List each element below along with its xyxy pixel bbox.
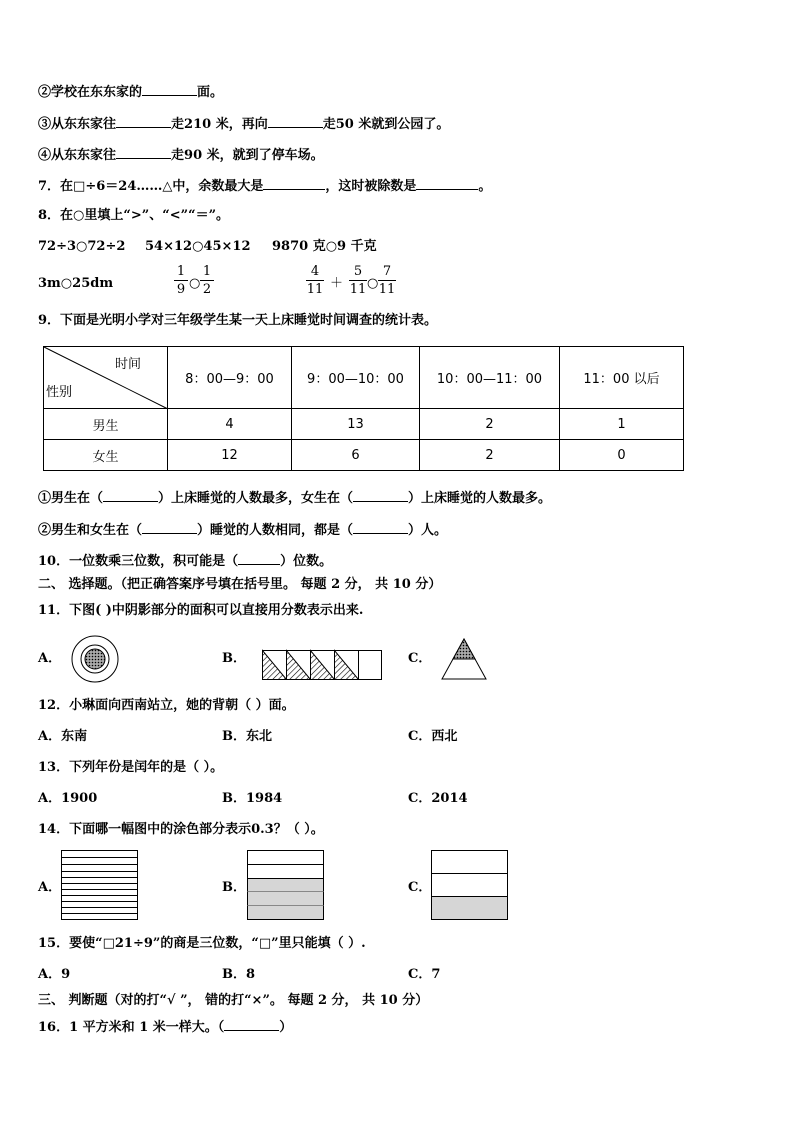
- answer-blank[interactable]: [116, 114, 171, 128]
- fraction: [378, 264, 396, 297]
- q6-3-num: ③: [38, 117, 52, 132]
- q9-text: 下面是光明小学对三年级学生某一天上床睡觉时间调查的统计表。: [60, 313, 438, 328]
- q12: [38, 697, 295, 715]
- answer-blank[interactable]: [353, 488, 408, 502]
- option-b[interactable]: B．: [222, 880, 246, 895]
- q11-text: 下图( )中阴影部分的面积可以直接用分数表示出来.: [69, 603, 364, 618]
- fraction-numerator: 1: [202, 264, 212, 279]
- q8-item[interactable]: 54×12○45×12: [145, 239, 251, 254]
- q6-2-text: 学校在东东家的: [51, 85, 143, 100]
- q6-3: [38, 114, 449, 134]
- q16-num: 16．: [38, 1020, 70, 1035]
- q14-text: 下面哪一幅图中的涂色部分表示0.3？（ ）。: [69, 822, 324, 837]
- q8-item[interactable]: 9870 克○9 千克: [272, 239, 377, 254]
- q9-sub1-text: 男生在（: [51, 491, 104, 506]
- q9-sub1-num: ①: [38, 491, 52, 506]
- q6-3-text: 走: [322, 117, 336, 132]
- table-header: 11：00 以后: [560, 347, 684, 409]
- table-row: [44, 440, 684, 471]
- triangle-figure: [441, 638, 487, 680]
- option-b[interactable]: B．: [222, 651, 246, 666]
- compare-circle[interactable]: ○: [189, 276, 201, 291]
- q9-num: 9．: [38, 313, 61, 328]
- q6-2-num: ②: [38, 85, 52, 100]
- option-a[interactable]: A．9: [38, 967, 71, 982]
- plus-sign: ＋: [330, 276, 344, 291]
- fraction-denominator: 9: [176, 282, 186, 297]
- table-header: 8：00—9：00: [168, 347, 292, 409]
- q13: [38, 759, 223, 777]
- table-cell: 13: [292, 409, 420, 440]
- table-cell: 2: [420, 409, 560, 440]
- q13-num: 13．: [38, 760, 70, 775]
- option-b[interactable]: B．东北: [222, 729, 272, 744]
- option-a[interactable]: A．1900: [38, 791, 98, 806]
- fraction-denominator: 2: [202, 282, 212, 297]
- q12-text: 小琳面向西南站立，她的背朝（ ）面。: [69, 698, 295, 713]
- q6-3-text: 米，再向: [211, 117, 268, 132]
- option-a[interactable]: A．: [38, 651, 62, 666]
- q6-3-value: 210: [184, 117, 212, 132]
- answer-blank[interactable]: [263, 176, 325, 190]
- q11-num: 11．: [38, 603, 70, 618]
- q16-text: ）: [279, 1020, 293, 1035]
- q7-text: 。: [478, 179, 492, 194]
- thirds-rectangle-figure: [431, 850, 509, 922]
- q11: [38, 602, 363, 620]
- q7-text: ，这时被除数是: [325, 179, 417, 194]
- option-c[interactable]: C．: [408, 880, 432, 895]
- q6-4-value: 90: [184, 148, 203, 163]
- q6-4-text: 米，就到了停车场。: [202, 148, 324, 163]
- option-b[interactable]: B．1984: [222, 791, 283, 806]
- table-corner-cell: [44, 347, 168, 409]
- answer-blank[interactable]: [416, 176, 478, 190]
- q10-num: 10．: [38, 554, 70, 569]
- q8-item[interactable]: 3m○25dm: [38, 276, 114, 291]
- q16-text: 1 平方米和 1 米一样大。（: [69, 1020, 225, 1035]
- q6-3-value: 50: [335, 117, 354, 132]
- compare-circle[interactable]: ○: [367, 276, 379, 291]
- q8-num: 8．: [38, 208, 61, 223]
- fraction: [306, 264, 324, 297]
- q9-sub2-num: ②: [38, 523, 52, 538]
- q14: [38, 821, 324, 839]
- fraction-numerator: 5: [353, 264, 363, 279]
- option-a[interactable]: A．: [38, 880, 62, 895]
- fraction-numerator: 7: [382, 264, 392, 279]
- option-c[interactable]: C．7: [408, 967, 441, 982]
- q15: [38, 935, 366, 953]
- q9-sub1: [38, 488, 551, 508]
- option-c[interactable]: C．西北: [408, 729, 458, 744]
- q9-sub1-text: ）上床睡觉的人数最多。: [408, 491, 552, 506]
- corner-label-time: 时间: [114, 357, 141, 372]
- q14-num: 14．: [38, 822, 70, 837]
- option-c[interactable]: C．2014: [408, 791, 468, 806]
- shaded-squares-figure: [262, 650, 382, 682]
- fraction: [200, 264, 214, 297]
- q6-3-text: 从东东家往: [51, 117, 117, 132]
- q9-sub2: [38, 520, 447, 540]
- q7-text: 在□÷6＝24……△中，余数最大是: [60, 179, 264, 194]
- row-label: 女生: [44, 440, 168, 471]
- q8: [38, 207, 229, 225]
- q6-3-text: 走: [171, 117, 185, 132]
- striped-rectangle-figure: [61, 850, 139, 922]
- q15-text: 要使“□21÷9”的商是三位数，“□”里只能填（ ）.: [69, 936, 366, 951]
- q9-sub2-text: ）睡觉的人数相同，都是（: [197, 523, 354, 538]
- q7-num: 7．: [38, 179, 61, 194]
- table-cell: 0: [560, 440, 684, 471]
- q16: [38, 1017, 292, 1037]
- table-cell: 1: [560, 409, 684, 440]
- q6-4-num: ④: [38, 148, 52, 163]
- q8-text: 在○里填上“>”、“<”“＝”。: [60, 208, 230, 223]
- table-header: 9：00—10：00: [292, 347, 420, 409]
- fraction-numerator: 1: [176, 264, 186, 279]
- table-cell: 12: [168, 440, 292, 471]
- fraction-numerator: 4: [310, 264, 320, 279]
- fraction: [349, 264, 367, 297]
- table-cell: 2: [420, 440, 560, 471]
- q6-2: [38, 82, 223, 102]
- q6-4: [38, 145, 324, 165]
- q7: [38, 176, 491, 196]
- fraction-denominator: 11: [349, 282, 367, 297]
- q10-text: 一位数乘三位数，积可能是（: [69, 554, 239, 569]
- q6-4-text: 走: [171, 148, 185, 163]
- fraction-denominator: 11: [306, 282, 324, 297]
- q10: [38, 551, 332, 571]
- q9-sub2-text: ）人。: [408, 523, 448, 538]
- answer-blank[interactable]: [224, 1017, 279, 1031]
- q10-text: ）位数。: [280, 554, 333, 569]
- answer-blank[interactable]: [103, 488, 158, 502]
- grey-bands-figure: [247, 850, 325, 922]
- option-c[interactable]: C．: [408, 651, 432, 666]
- answer-blank[interactable]: [268, 114, 323, 128]
- q9-sub2-text: 男生和女生在（: [51, 523, 143, 538]
- table-header: 10：00—11：00: [420, 347, 560, 409]
- option-b[interactable]: B．8: [222, 967, 256, 982]
- answer-blank[interactable]: [238, 551, 280, 565]
- q12-num: 12．: [38, 698, 70, 713]
- circle-ring-figure: [70, 634, 120, 684]
- corner-label-gender: 性别: [46, 385, 73, 400]
- answer-blank[interactable]: [142, 82, 197, 96]
- option-a[interactable]: A．东南: [38, 729, 88, 744]
- q6-4-text: 从东东家往: [51, 148, 117, 163]
- q9: [38, 312, 437, 330]
- row-label: 男生: [44, 409, 168, 440]
- section-3-title: 三、 判断题（对的打“√ ”， 错的打“×”。 每题 2 分， 共 10 分）: [38, 993, 429, 1008]
- answer-blank[interactable]: [353, 520, 408, 534]
- q9-sub1-text: ）上床睡觉的人数最多，女生在（: [158, 491, 354, 506]
- fraction: [174, 264, 188, 297]
- q13-text: 下列年份是闰年的是（ ）。: [69, 760, 224, 775]
- table-cell: 4: [168, 409, 292, 440]
- section-2-title: 二、 选择题。（把正确答案序号填在括号里。 每题 2 分， 共 10 分）: [38, 577, 442, 592]
- q15-num: 15．: [38, 936, 70, 951]
- answer-blank[interactable]: [142, 520, 197, 534]
- q6-2-text-end: 面。: [197, 85, 224, 100]
- fraction-denominator: 11: [378, 282, 396, 297]
- answer-blank[interactable]: [116, 145, 171, 159]
- table-cell: 6: [292, 440, 420, 471]
- sleep-time-table: [43, 346, 684, 471]
- q8-item[interactable]: 72÷3○72÷2: [38, 239, 126, 254]
- q6-3-text: 米就到公园了。: [353, 117, 450, 132]
- table-row: [44, 409, 684, 440]
